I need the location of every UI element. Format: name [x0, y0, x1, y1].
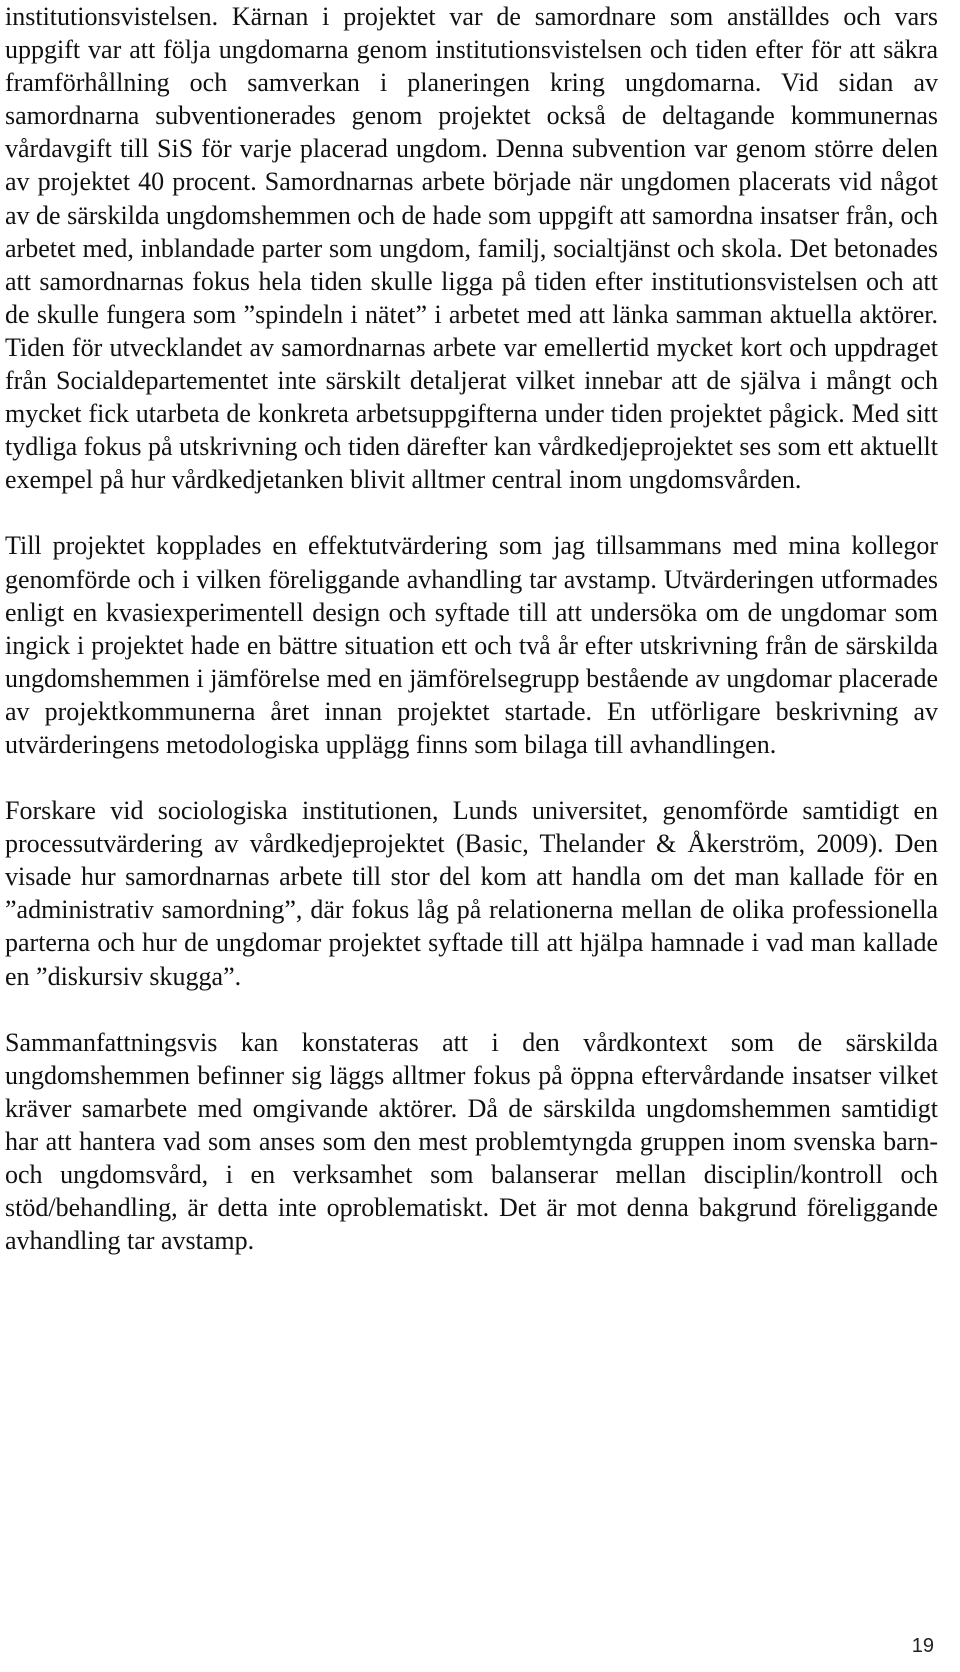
paragraph-3: Forskare vid sociologiska institutionen, Lunds universitet, genomförde samtidigt en processutvärdering av vårdkedjeprojektet (Basic, Thelander & Åkerström, 2009). Den visade hur samordnarnas arbete till stor del kom att handla om det man kallade för en ”administrativ samordning”, där fokus låg på relationerna mellan de olika professionella parterna och hur de ungdomar projektet syftade till att hjälpa hamnade i vad man kallade en ”diskursiv skugga”.	[5, 796, 938, 991]
paragraph-2: Till projektet kopplades en effektutvärdering som jag tillsammans med mina kollegor genomförde och i vilken föreliggande avhandling tar avstamp. Utvärderingen utformades enligt en kvasiexperimentell design och syftade till att undersöka om de ungdomar som ingick i projektet hade en bättre situation ett och två år efter utskrivning från de särskilda ungdomshemmen i jämförelse med en jämförelsegrupp bestående av ungdomar placerade av projektkommunerna året innan projektet startade. En utförligare beskrivning av utvärderingens metodologiska upplägg finns som bilaga till avhandlingen.	[5, 531, 938, 759]
paragraph-1: institutionsvistelsen. Kärnan i projektet var de samordnare som anställdes och vars uppgift var att följa ungdomarna genom institutionsvistelsen och tiden efter för att säkra framförhållning och samverkan i planeringen kring ungdomarna. Vid sidan av samordnarna subventionerades genom projektet också de deltagande kommunernas vårdavgift till SiS för varje placerad ungdom. Denna subvention var genom större delen av projektet 40 procent. Samordnarnas arbete började när ungdomen placerats vid något av de särskilda ungdomshemmen och de hade som uppgift att samordna insatser från, och arbetet med, inblandade parter som ungdom, familj, socialtjänst och skola. Det betonades att samordnarnas fokus hela tiden skulle ligga på tiden efter institutionsvistelsen och att de skulle fungera som ”spindeln i nätet” i arbetet med att länka samman aktuella aktörer. Tiden för utvecklandet av samordnarnas arbete var emellertid mycket kort och uppdraget från Socialdepartementet inte särskilt detaljerat vilket innebar att de själva i mångt och mycket fick utarbeta de konkreta arbetsuppgifterna under tiden projektet pågick. Med sitt tydliga fokus på utskrivning och tiden därefter kan vårdkedjeprojektet ses som ett aktuellt exempel på hur vårdkedjetanken blivit alltmer central inom ungdomsvården.	[5, 2, 938, 495]
paragraph-4: Sammanfattningsvis kan konstateras att i den vårdkontext som de särskilda ungdomshemmen befinner sig läggs alltmer fokus på öppna eftervårdande insatser vilket kräver samarbete med omgivande aktörer. Då de särskilda ungdomshemmen samtidigt har att hantera vad som anses som den mest problemtyngda gruppen inom svenska barn- och ungdomsvård, i en verksamhet som balanserar mellan disciplin/kontroll och stöd/behandling, är detta inte oproblematiskt. Det är mot denna bakgrund föreliggande avhandling tar avstamp.	[5, 1027, 938, 1256]
page-number: 19	[911, 1635, 934, 1657]
